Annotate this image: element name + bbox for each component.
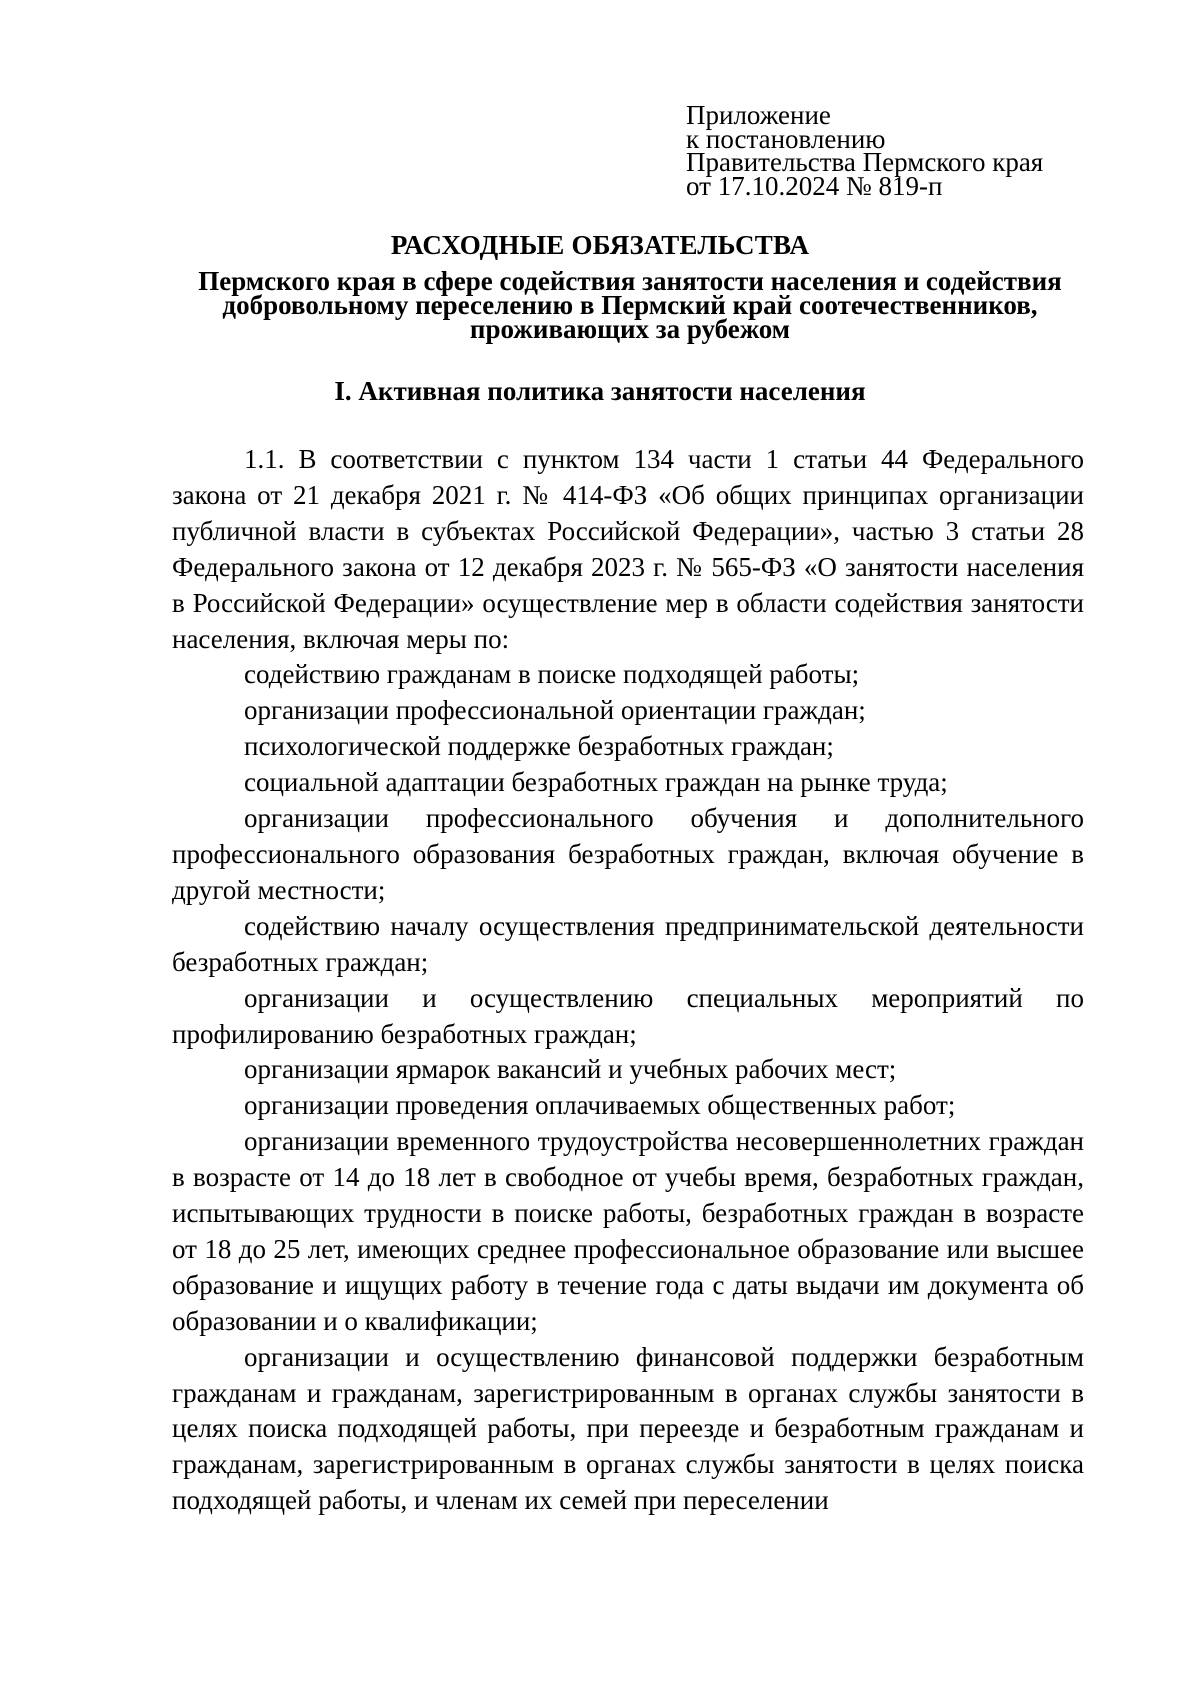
- list-item: организации проведения оплачиваемых общественных работ;: [244, 1090, 956, 1121]
- page-bottom-edge: [0, 1661, 1200, 1691]
- list-item: организации профессионального обучения и дополнительного профессионального образования безработных граждан, включая обучение в другой местности;: [172, 803, 1084, 905]
- appendix-line: Приложение: [686, 100, 831, 130]
- list-item: социальной адаптации безработных граждан на рынке труда;: [244, 767, 948, 798]
- paragraph-1-1: 1.1. В соответствии с пунктом 134 части 1 статьи 44 Федерального закона от 21 декабря 2021 г. № 414-ФЗ «Об общих принципах организации публичной власти в субъектах Российской Федерации», частью 3 статьи 28 Федерального закона от 12 декабря 2023 г. № 565-ФЗ «О занятости населения в Российской Федерации» осуществление мер в области содействия занятости населения, включая меры по:: [172, 444, 1084, 654]
- list-item: организации профессиональной ориентации граждан;: [244, 695, 866, 726]
- document-body: [172, 442, 1084, 1519]
- appendix-line: от 17.10.2024 № 819-п: [686, 170, 943, 201]
- list-item: психологической поддержке безработных граждан;: [244, 731, 834, 762]
- list-item: содействию началу осуществления предпринимательской деятельности безработных граждан;: [172, 910, 1084, 977]
- list-item: организации временного трудоустройства несовершеннолетних граждан в возрасте от 14 до 18 лет в свободное от учебы время, безработных граждан, испытывающих трудности в поиске работы, безработных граждан в возрасте от 18 до 25 лет, имеющих среднее профессиональное образование или высшее образование и ищущих работу в течение года с даты выдачи им документа об образовании и о квалификации;: [172, 1126, 1084, 1336]
- list-item: организации ярмарок вакансий и учебных рабочих мест;: [244, 1054, 897, 1085]
- section-heading: I. Активная политика занятости населения: [334, 376, 866, 406]
- list-item: организации и осуществлению финансовой поддержки безработным гражданам и гражданам, зарегистрированным в органах службы занятости в целях поиска подходящей работы, при переезде и безработным гражданам и гражданам, зарегистрированным в органах службы занятости в целях поиска подходящей работы, и членам их семей при переселении: [172, 1341, 1084, 1516]
- appendix-reference: [686, 100, 1044, 201]
- appendix-line: Правительства Пермского края: [686, 147, 1044, 177]
- subtitle-line: Пермского края в сфере содействия занятости населения и содействия: [198, 266, 1062, 296]
- list-item: организации и осуществлению специальных мероприятий по профилированию безработных граждан;: [172, 982, 1084, 1049]
- document-subtitle: [170, 266, 1090, 344]
- document-title: РАСХОДНЫЕ ОБЯЗАТЕЛЬСТВА: [390, 230, 810, 260]
- list-item: содействию гражданам в поиске подходящей работы;: [244, 659, 860, 690]
- subtitle-line: добровольному переселению в Пермский край соотечественников,: [222, 290, 1038, 320]
- appendix-line: к постановлению: [686, 123, 886, 154]
- subtitle-line: проживающих за рубежом: [469, 314, 791, 344]
